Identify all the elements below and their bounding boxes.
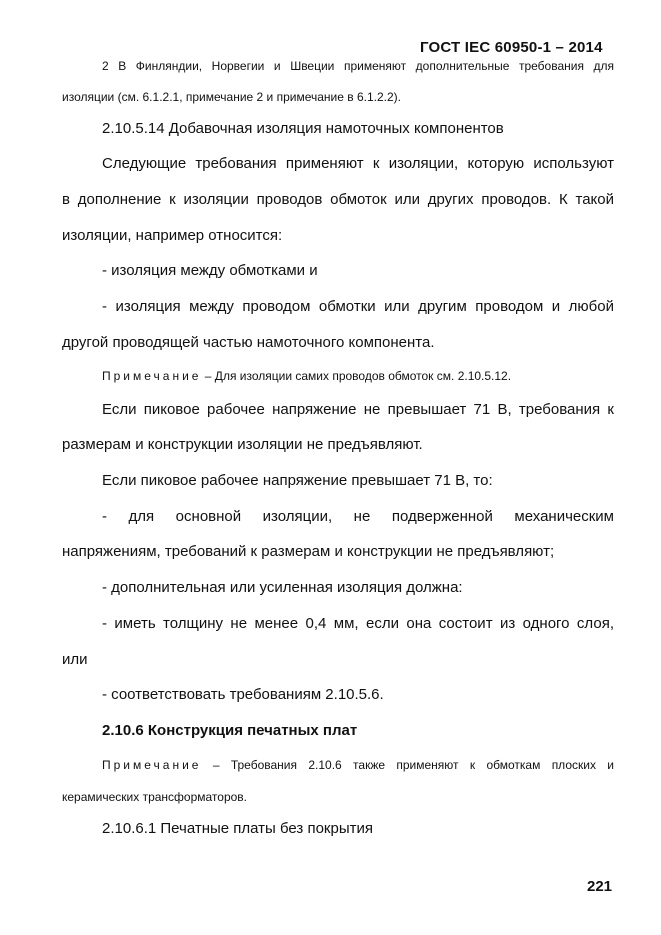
note-countries-line2: изоляции (см. 6.1.2.1, примечание 2 и примечание в 6.1.2.2). — [62, 90, 401, 104]
note-2 — [102, 758, 614, 772]
list-item: - изоляция между проводом обмотки или другим проводом и любой — [102, 298, 614, 315]
note-1 — [102, 369, 511, 383]
paragraph-line: размерам и конструкции изоляции не предъявляют. — [62, 436, 423, 453]
note-countries-line1: 2 В Финляндии, Норвегии и Швеции применяют дополнительные требования для — [102, 59, 614, 73]
paragraph-line: Если пиковое рабочее напряжение не превышает 71 В, требования к — [102, 401, 614, 418]
note-2-continuation: керамических трансформаторов. — [62, 790, 248, 804]
paragraph-line: Следующие требования применяют к изоляции, которую используют — [102, 155, 614, 172]
paragraph-line: изоляции, например относится: — [62, 227, 283, 244]
document-header: ГОСТ IEC 60950-1 – 2014 — [420, 39, 603, 56]
paragraph-line: в дополнение к изоляции проводов обмоток или других проводов. К такой — [62, 191, 614, 208]
note-text: – Для изоляции самих проводов обмоток см. 2.10.5.12. — [201, 369, 512, 383]
note-label: Примечание — [102, 369, 202, 383]
section-heading-2-10-5-14: 2.10.5.14 Добавочная изоляция намоточных компонентов — [102, 120, 504, 137]
list-item-continuation: другой проводящей частью намоточного компонента. — [62, 334, 435, 351]
note-text: – Требования 2.10.6 также применяют к обмоткам плоских и — [201, 758, 614, 772]
note-label: Примечание — [102, 758, 202, 772]
section-heading-2-10-6-1: 2.10.6.1 Печатные платы без покрытия — [102, 820, 373, 837]
list-item-continuation: напряжениям, требований к размерам и конструкции не предъявляют; — [62, 543, 555, 560]
list-item: - иметь толщину не менее 0,4 мм, если она состоит из одного слоя, — [102, 615, 614, 632]
list-item: - соответствовать требованиям 2.10.5.6. — [102, 686, 384, 703]
list-item-continuation: или — [62, 651, 88, 668]
section-heading-2-10-6: 2.10.6 Конструкция печатных плат — [102, 722, 358, 739]
page-number: 221 — [587, 878, 613, 895]
list-item: - дополнительная или усиленная изоляция должна: — [102, 579, 463, 596]
list-item: - для основной изоляции, не подверженной механическим — [102, 508, 614, 525]
paragraph-line: Если пиковое рабочее напряжение превышает 71 В, то: — [102, 472, 493, 489]
list-item: - изоляция между обмотками и — [102, 262, 318, 279]
